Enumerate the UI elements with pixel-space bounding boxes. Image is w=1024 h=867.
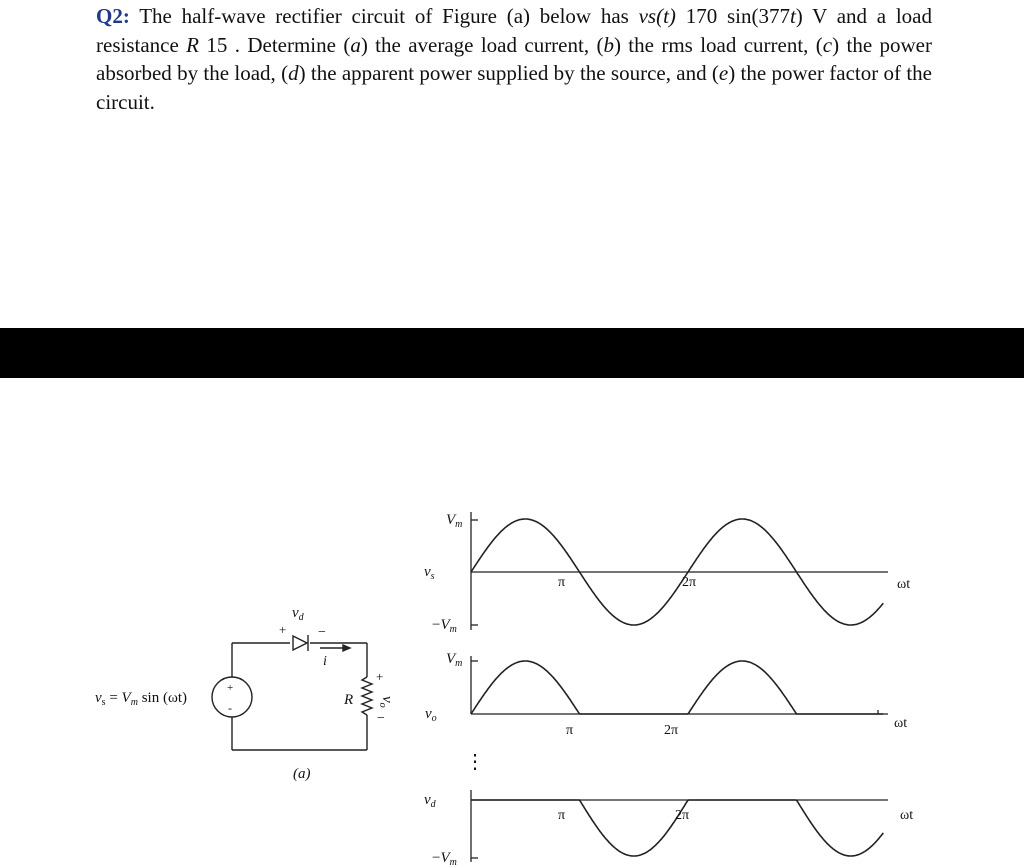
output-voltage-label: $v_o$ <box>377 696 395 708</box>
vs-omega-t-label: ωt <box>897 577 911 592</box>
output-plus-sign: + <box>376 669 384 684</box>
vd-axis-label: $v_d$ <box>424 792 436 810</box>
diode-minus-sign: − <box>318 625 326 640</box>
output-minus-sign: − <box>377 711 385 726</box>
current-label: i <box>323 654 327 669</box>
vs-vm-label: $V_m$ <box>446 512 463 530</box>
vs-function: vs(t) <box>638 4 676 28</box>
resistor-icon <box>362 677 372 715</box>
waveform-curves <box>471 519 883 856</box>
vo-vm-label: $V_m$ <box>446 651 463 669</box>
vo-2pi-label: 2π <box>664 723 679 738</box>
diode-plus-sign: + <box>279 622 287 637</box>
source-label: $v_s = V_m$ sin (ωt) <box>95 690 187 708</box>
source-minus-sign: - <box>228 701 232 715</box>
diode-voltage-label: $v_d$ <box>292 605 304 623</box>
vo-omega-t-label: ωt <box>894 716 908 731</box>
vertical-dots: ⋮ <box>465 751 485 773</box>
figure-caption: (a) <box>293 766 311 782</box>
vd-omega-t-label: ωt <box>900 808 914 823</box>
vs-neg-vm-label: $-V_m$ <box>432 617 457 635</box>
resistor-label: R <box>344 692 354 708</box>
circuit-labels <box>95 605 395 782</box>
resistance-symbol: R <box>186 32 199 57</box>
source-plus-sign: + <box>227 682 234 694</box>
diode-icon <box>293 636 307 650</box>
current-arrowhead <box>343 645 350 651</box>
question-text: Q2: The half-wave rectifier circuit of Figure (a) below has vs(t) 170 sin(377t) V and a load resistance R 15 . Determine (a) the average load current, (b) the rms load current, (c) the power absorbed by the load, (d) the apparent power supplied by the source, and (e) the power factor of the circuit. <box>96 4 933 114</box>
vo-pi-label: π <box>566 723 574 738</box>
vd-2pi-label: 2π <box>675 808 690 823</box>
vs-2pi-label: 2π <box>682 575 697 590</box>
vo-curve <box>471 661 883 714</box>
vs-axis-label: $v_s$ <box>424 564 435 582</box>
waveform-labels <box>424 512 913 867</box>
question-label: Q2: <box>96 4 130 28</box>
vo-axis-label: $v_o$ <box>425 706 437 724</box>
vs-pi-label: π <box>558 575 566 590</box>
vd-neg-vm-label: $-V_m$ <box>432 850 457 867</box>
vd-pi-label: π <box>558 808 566 823</box>
